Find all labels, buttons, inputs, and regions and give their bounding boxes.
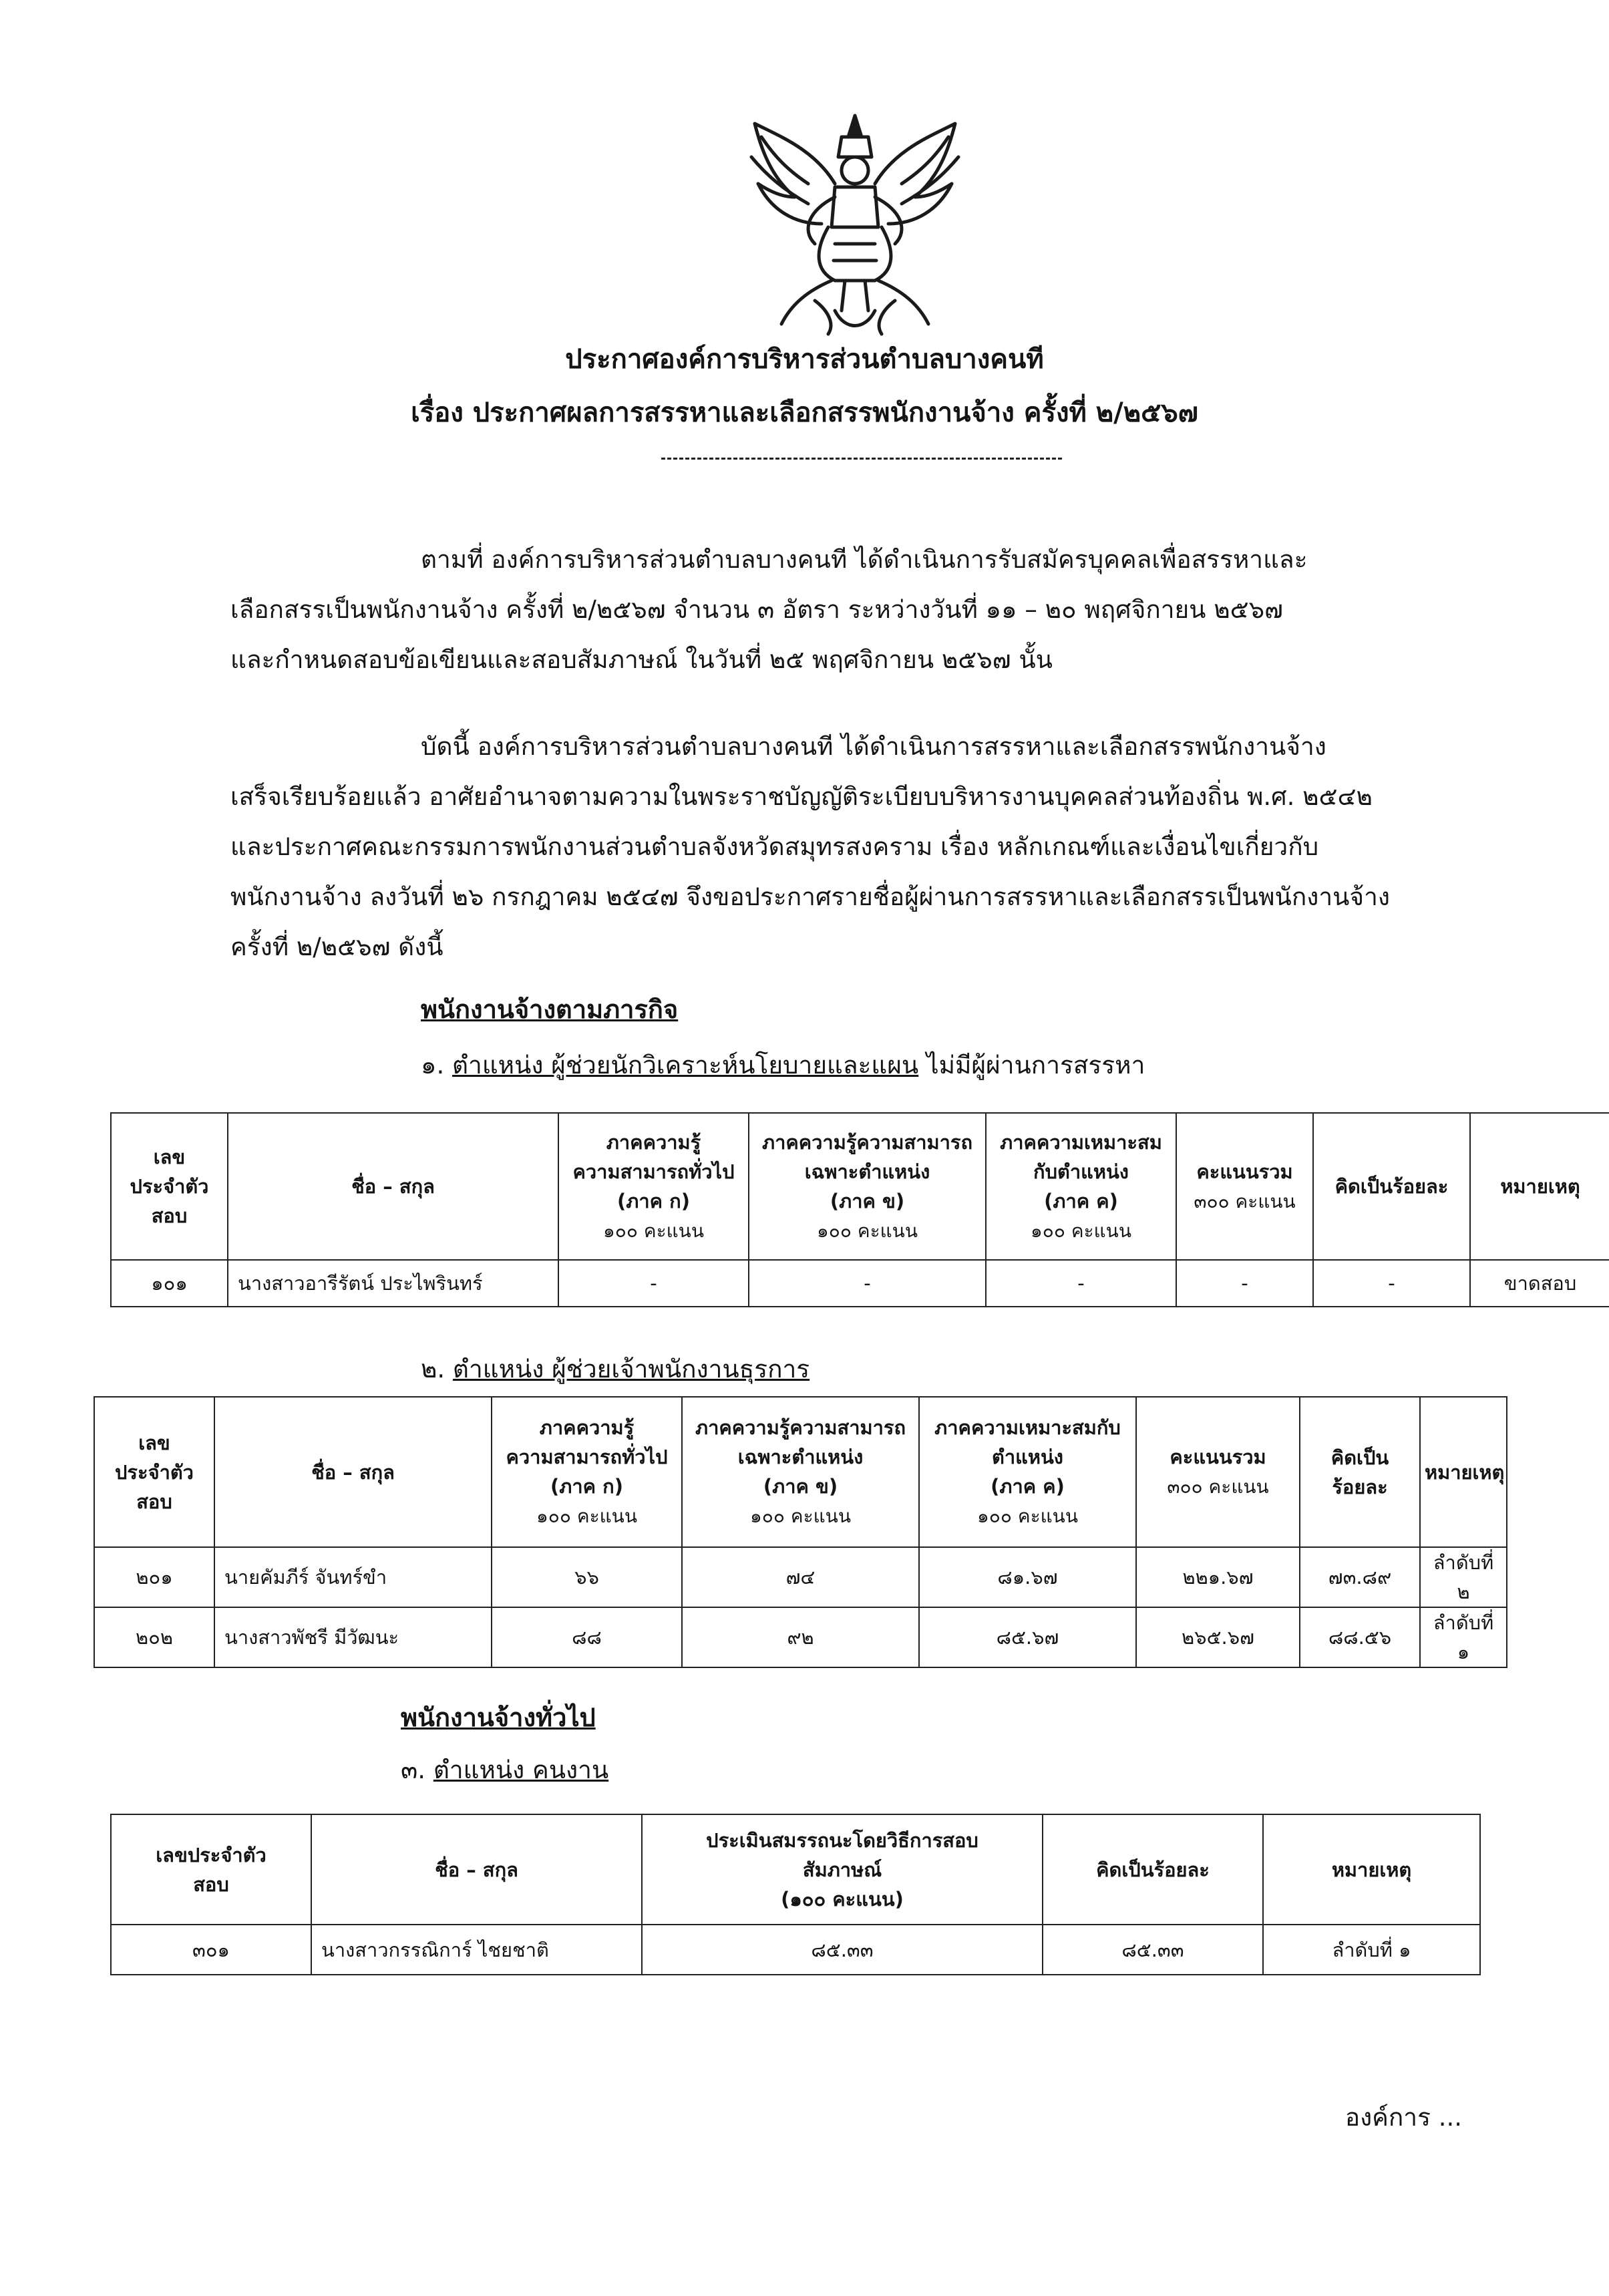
column-header-part-a: ภาคความรู้ ความสามารถทั่วไป (ภาค ก) ๑๐๐ คะแนน: [558, 1113, 749, 1260]
announcement-title: ประกาศองค์การบริหารส่วนตำบลบางคนที: [565, 344, 1044, 375]
announcement-subject: เรื่อง ประกาศผลการสรรหาและเลือกสรรพนักงานจ้าง ครั้งที่ ๒/๒๕๖๗: [411, 397, 1198, 428]
cell-remark: ลำดับที่ ๑: [1263, 1925, 1480, 1975]
cell-part-a: ๘๘: [492, 1607, 682, 1667]
column-header-part-c: ภาคความเหมาะสมกับ ตำแหน่ง (ภาค ค) ๑๐๐ คะแนน: [919, 1397, 1136, 1547]
paragraph-1-line-2: เลือกสรรเป็นพนักงานจ้าง ครั้งที่ ๒/๒๕๖๗ จำนวน ๓ อัตรา ระหว่างวันที่ ๑๑ – ๒๐ พฤศจิกายน ๒๕๖๗: [230, 595, 1283, 624]
cell-evaluation: ๘๕.๓๓: [642, 1925, 1043, 1975]
position-2-label: ตำแหน่ง ผู้ช่วยเจ้าพนักงานธุรการ: [452, 1355, 810, 1383]
cell-percent: ๘๘.๕๖: [1300, 1607, 1420, 1667]
section-heading-general-staff: พนักงานจ้างทั่วไป: [401, 1703, 596, 1732]
cell-part-a: ๖๖: [492, 1547, 682, 1607]
column-header-remark: หมายเหตุ: [1420, 1397, 1507, 1547]
column-header-exam-id: เลข ประจำตัว สอบ: [111, 1113, 228, 1260]
column-header-total: คะแนนรวม ๓๐๐ คะแนน: [1136, 1397, 1300, 1547]
position-1-label: ตำแหน่ง ผู้ช่วยนักวิเคราะห์นโยบายและแผน: [452, 1051, 919, 1080]
column-header-part-a: ภาคความรู้ ความสามารถทั่วไป (ภาค ก) ๑๐๐ คะแนน: [492, 1397, 682, 1547]
column-header-remark: หมายเหตุ: [1470, 1113, 1609, 1260]
column-header-remark: หมายเหตุ: [1263, 1814, 1480, 1925]
cell-total: -: [1176, 1260, 1313, 1307]
position-3-number: ๓.: [401, 1756, 426, 1784]
cell-exam-id: ๓๐๑: [111, 1925, 311, 1975]
paragraph-1-line-3: และกำหนดสอบข้อเขียนและสอบสัมภาษณ์ ในวันที่ ๒๕ พฤศจิกายน ๒๕๖๗ นั้น: [230, 645, 1053, 674]
cell-percent: -: [1313, 1260, 1470, 1307]
cell-part-b: ๙๒: [682, 1607, 919, 1667]
column-header-evaluation: ประเมินสมรรถนะโดยวิธีการสอบ สัมภาษณ์ (๑๐๐ คะแนน): [642, 1814, 1043, 1925]
cell-total: ๒๒๑.๖๗: [1136, 1547, 1300, 1607]
column-header-part-c: ภาคความเหมาะสม กับตำแหน่ง (ภาค ค) ๑๐๐ คะแนน: [986, 1113, 1176, 1260]
position-1-note: ไม่มีผู้ผ่านการสรรหา: [918, 1051, 1145, 1080]
cell-exam-id: ๒๐๒: [94, 1607, 214, 1667]
column-header-name: ชื่อ – สกุล: [228, 1113, 558, 1260]
table-row: [111, 1925, 1480, 1975]
paragraph-2-line-2: เสร็จเรียบร้อยแล้ว อาศัยอำนาจตามความในพระราชบัญญัติระเบียบบริหารงานบุคคลส่วนท้องถิ่น พ.ศ. ๒๕๔๒: [230, 782, 1373, 811]
title-divider: [661, 458, 1062, 460]
cell-remark: ขาดสอบ: [1470, 1260, 1609, 1307]
position-3-label: ตำแหน่ง คนงาน: [433, 1756, 609, 1784]
column-header-name: ชื่อ – สกุล: [214, 1397, 492, 1547]
results-table-position-2: [94, 1396, 1507, 1668]
cell-part-c: -: [986, 1260, 1176, 1307]
position-2-number: ๒.: [421, 1355, 445, 1383]
cell-name: นางสาวอารีรัตน์ ประไพรินทร์: [228, 1260, 558, 1307]
column-header-name: ชื่อ – สกุล: [311, 1814, 642, 1925]
paragraph-1-line-1: ตามที่ องค์การบริหารส่วนตำบลบางคนที ได้ดำเนินการรับสมัครบุคคลเพื่อสรรหาและ: [421, 545, 1308, 574]
cell-remark: ลำดับที่ ๑: [1420, 1607, 1507, 1667]
position-3-heading: [401, 1750, 608, 1790]
column-header-percent: คิดเป็น ร้อยละ: [1300, 1397, 1420, 1547]
column-header-exam-id: เลข ประจำตัว สอบ: [94, 1397, 214, 1547]
column-header-part-b: ภาคความรู้ความสามารถ เฉพาะตำแหน่ง (ภาค ข) ๑๐๐ คะแนน: [749, 1113, 986, 1260]
table-row: [111, 1260, 1609, 1307]
cell-part-a: -: [558, 1260, 749, 1307]
cell-exam-id: ๒๐๑: [94, 1547, 214, 1607]
position-1-heading: [421, 1045, 1145, 1085]
cell-remark: ลำดับที่ ๒: [1420, 1547, 1507, 1607]
cell-percent: ๗๓.๘๙: [1300, 1547, 1420, 1607]
table-row: [94, 1607, 1507, 1667]
cell-part-c: ๘๑.๖๗: [919, 1547, 1136, 1607]
garuda-emblem-icon: [735, 110, 975, 337]
column-header-total: คะแนนรวม ๓๐๐ คะแนน: [1176, 1113, 1313, 1260]
cell-part-c: ๘๕.๖๗: [919, 1607, 1136, 1667]
paragraph-2-line-3: และประกาศคณะกรรมการพนักงานส่วนตำบลจังหวัดสมุทรสงคราม เรื่อง หลักเกณฑ์และเงื่อนไขเกี่ยวกับ: [230, 832, 1319, 861]
paragraph-2-line-4: พนักงานจ้าง ลงวันที่ ๒๖ กรกฎาคม ๒๕๔๗ จึงขอประกาศรายชื่อผู้ผ่านการสรรหาและเลือกสรรเป็นพนักงานจ้าง: [230, 882, 1390, 911]
cell-name: นายคัมภีร์ จันทร์ขำ: [214, 1547, 492, 1607]
column-header-percent: คิดเป็นร้อยละ: [1313, 1113, 1470, 1260]
cell-percent: ๘๕.๓๓: [1043, 1925, 1263, 1975]
cell-total: ๒๖๕.๖๗: [1136, 1607, 1300, 1667]
section-heading-mission-staff: พนักงานจ้างตามภารกิจ: [421, 995, 679, 1024]
results-table-position-1: [110, 1112, 1609, 1307]
continuation-marker: องค์การ ...: [1345, 2103, 1462, 2132]
paragraph-2-line-1: บัดนี้ องค์การบริหารส่วนตำบลบางคนที ได้ดำเนินการสรรหาและเลือกสรรพนักงานจ้าง: [421, 732, 1326, 761]
cell-name: นางสาวกรรณิการ์ ไชยชาติ: [311, 1925, 642, 1975]
paragraph-2-line-5: ครั้งที่ ๒/๒๕๖๗ ดังนี้: [230, 933, 443, 961]
table-row: [94, 1547, 1507, 1607]
cell-part-b: ๗๔: [682, 1547, 919, 1607]
cell-name: นางสาวพัชรี มีวัฒนะ: [214, 1607, 492, 1667]
position-1-number: ๑.: [421, 1051, 445, 1080]
results-table-position-3: [110, 1814, 1481, 1975]
column-header-percent: คิดเป็นร้อยละ: [1043, 1814, 1263, 1925]
column-header-part-b: ภาคความรู้ความสามารถ เฉพาะตำแหน่ง (ภาค ข) ๑๐๐ คะแนน: [682, 1397, 919, 1547]
cell-exam-id: ๑๐๑: [111, 1260, 228, 1307]
cell-part-b: -: [749, 1260, 986, 1307]
position-2-heading: [421, 1349, 810, 1389]
column-header-exam-id: เลขประจำตัว สอบ: [111, 1814, 311, 1925]
